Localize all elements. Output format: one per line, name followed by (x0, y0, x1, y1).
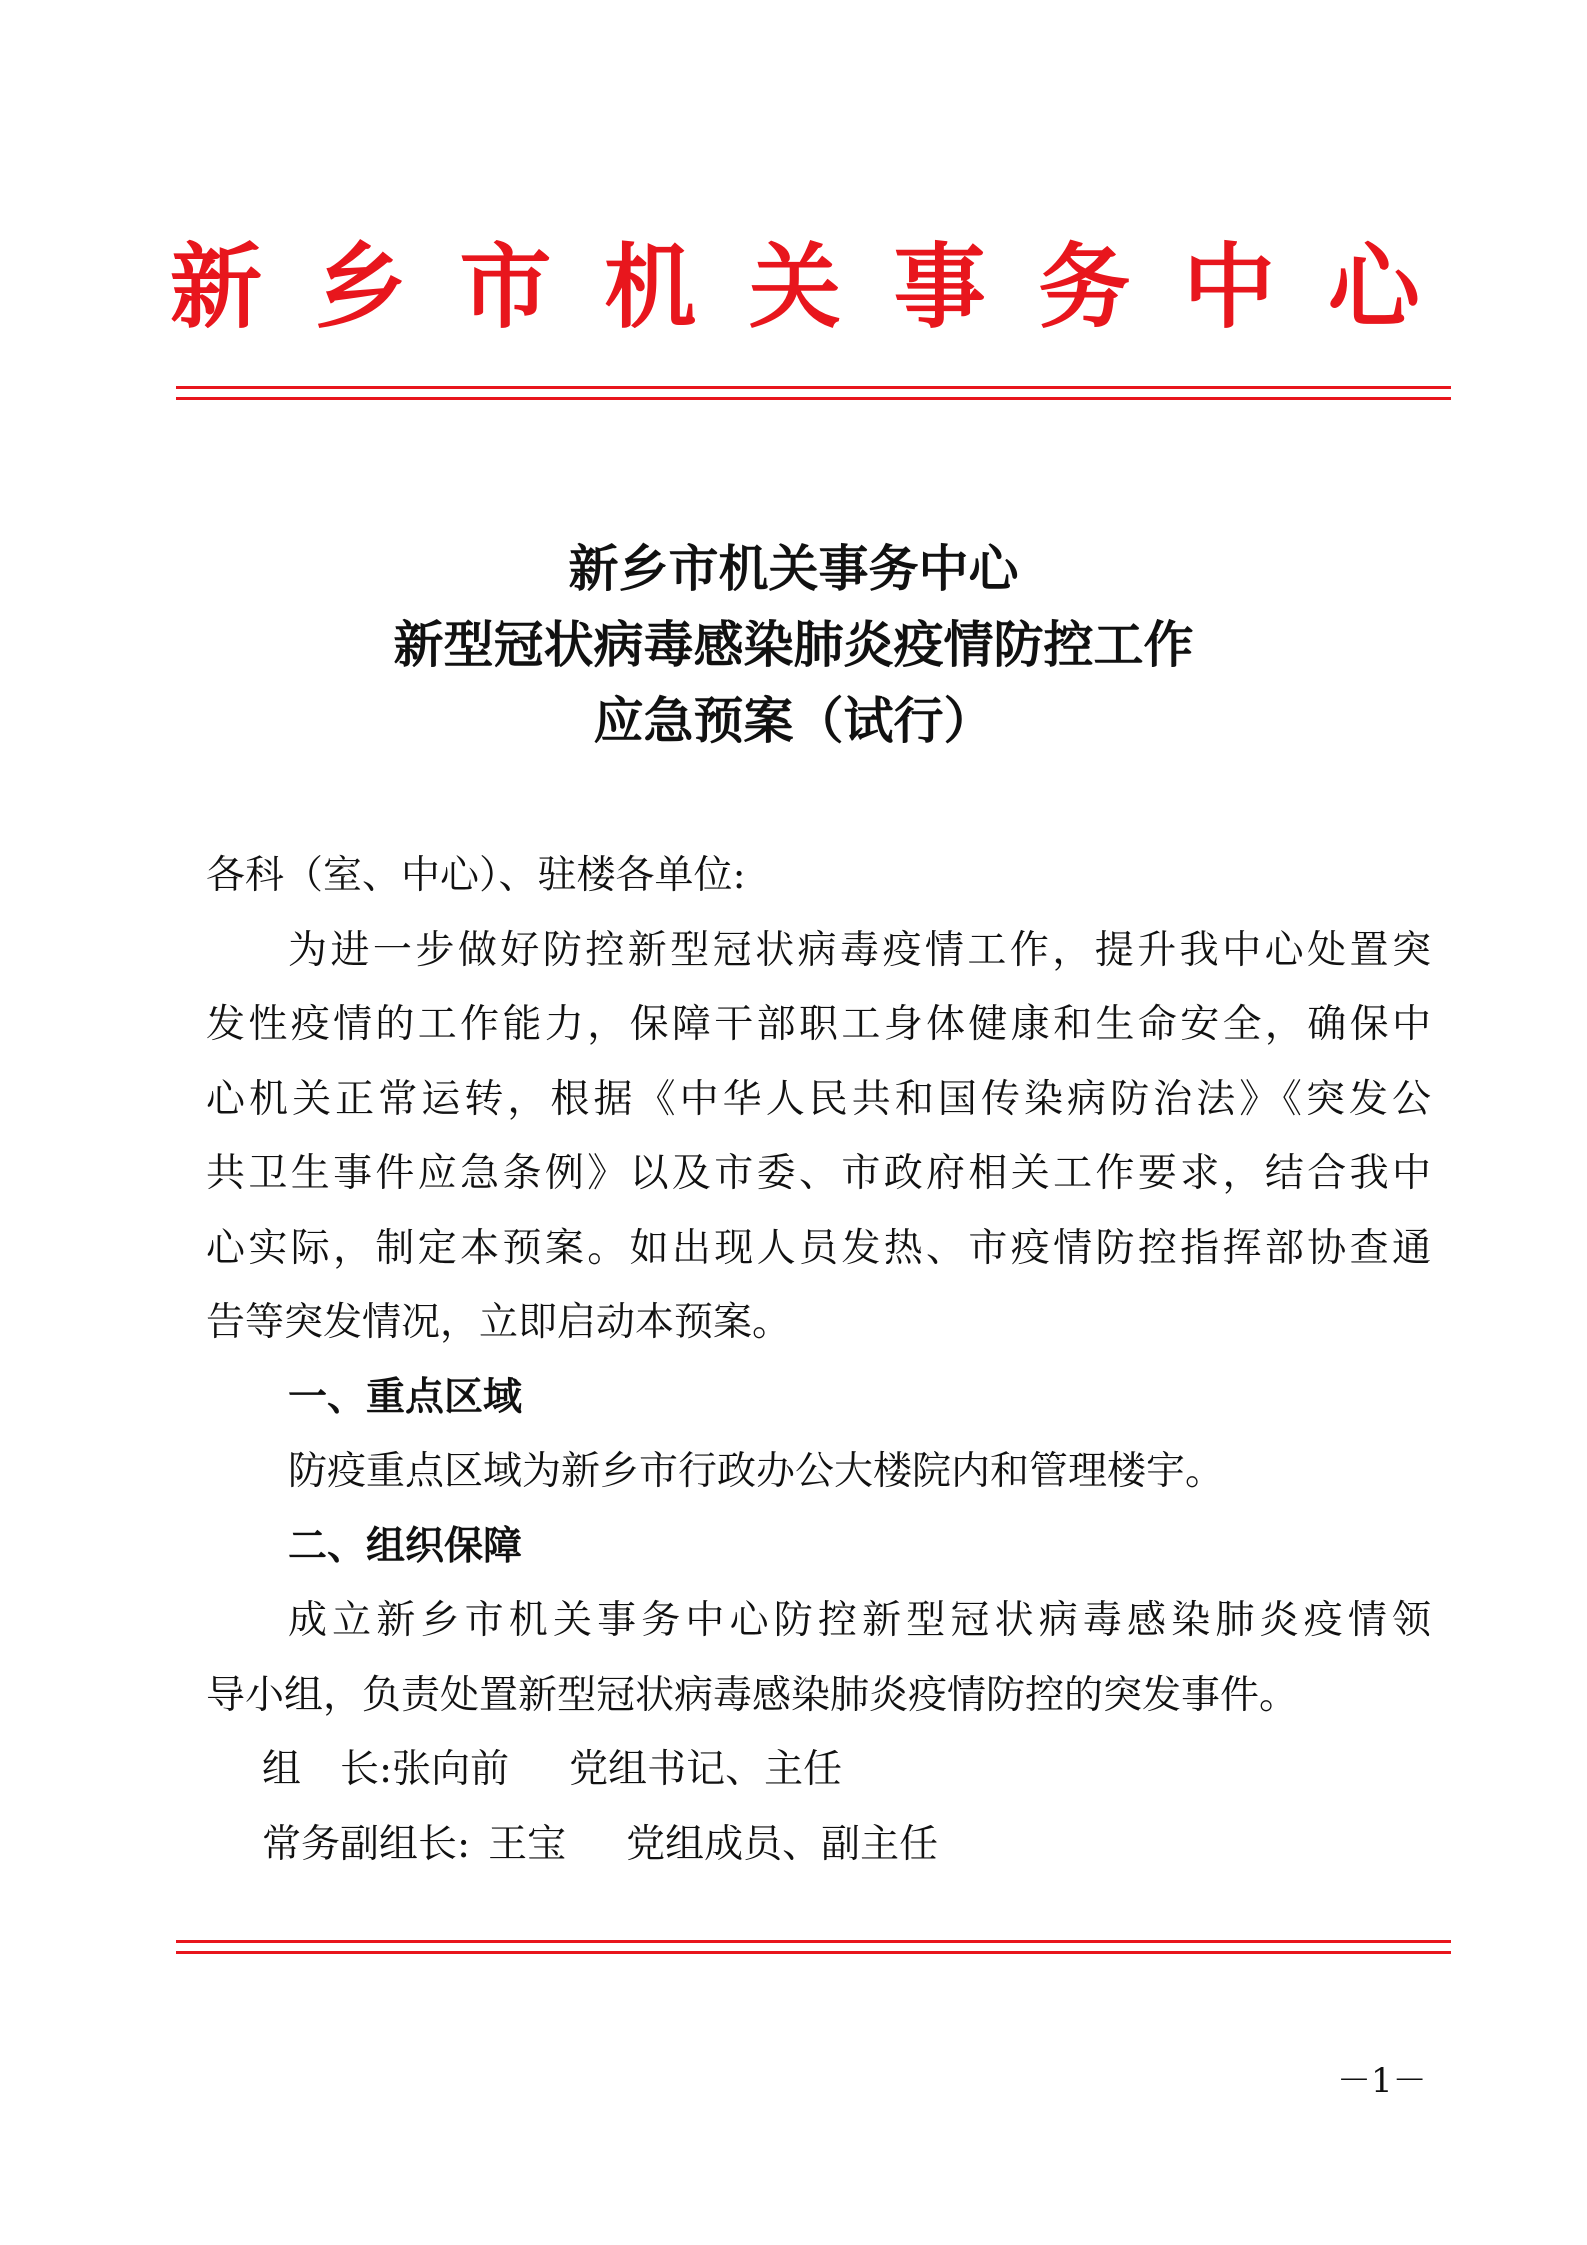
section-text-key-areas: 防疫重点区域为新乡市行政办公大楼院内和管理楼宇。 (288, 1449, 1225, 1494)
letterhead-char: 机 (604, 233, 697, 341)
organization-line: 导小组，负责处置新型冠状病毒感染肺炎疫情防控的突发事件。 (206, 1672, 1299, 1718)
letterhead-char: 新 (170, 233, 263, 341)
organization-line: 成立新乡市机关事务中心防控新型冠状病毒感染肺炎疫情领 (288, 1598, 1431, 1643)
leader-row (206, 1733, 1431, 1808)
deputy-role: 常务副组长: (262, 1821, 471, 1867)
intro-line: 为进一步做好防控新型冠状病毒疫情工作，提升我中心处置突 (288, 927, 1431, 973)
intro-line: 心机关正常运转，根据《中华人民共和国传染病防治法》《突发公 (206, 1076, 1431, 1122)
title-line-1: 新乡市机关事务中心 (568, 540, 1019, 598)
deputy-row (206, 1808, 1431, 1883)
title-line-3: 应急预案（试行） (593, 692, 994, 750)
intro-line: 发性疫情的工作能力，保障干部职工身体健康和生命安全，确保中 (206, 1002, 1431, 1047)
letterhead-char: 务 (1038, 233, 1131, 341)
header-red-rule (176, 397, 1451, 400)
leader-title: 党组书记、主任 (569, 1747, 843, 1792)
letterhead-char: 中 (1183, 233, 1276, 341)
deputy-title: 党组成员、副主任 (626, 1821, 939, 1867)
letterhead-char: 乡 (314, 233, 407, 341)
header-red-rule (176, 386, 1451, 389)
leader-name: 张向前 (392, 1747, 510, 1792)
page-number: －1－ (1337, 2061, 1427, 2101)
letterhead-char: 市 (459, 233, 552, 341)
intro-line: 共卫生事件应急条例》以及市委、市政府相关工作要求，结合我中 (206, 1151, 1431, 1196)
footer-red-rule (176, 1940, 1451, 1943)
letterhead-char: 心 (1327, 233, 1420, 341)
leader-role: 组 长: (262, 1747, 393, 1792)
document-body (206, 839, 1431, 1882)
document-title (0, 531, 1587, 759)
section-heading-organization: 二、组织保障 (288, 1523, 523, 1569)
letterhead-char: 事 (893, 233, 986, 341)
deputy-name: 王宝 (488, 1821, 567, 1867)
intro-line: 心实际，制定本预案。如出现人员发热、市疫情防控指挥部协查通 (206, 1225, 1431, 1271)
intro-line: 告等突发情况，立即启动本预案。 (206, 1300, 792, 1345)
title-line-2: 新型冠状病毒感染肺炎疫情防控工作 (393, 616, 1194, 674)
salutation: 各科（室、中心）、驻楼各单位: (206, 853, 746, 898)
section-heading-key-areas: 一、重点区域 (288, 1374, 523, 1420)
footer-red-rule (176, 1951, 1451, 1954)
letterhead (170, 232, 1420, 342)
letterhead-char: 关 (748, 233, 841, 341)
